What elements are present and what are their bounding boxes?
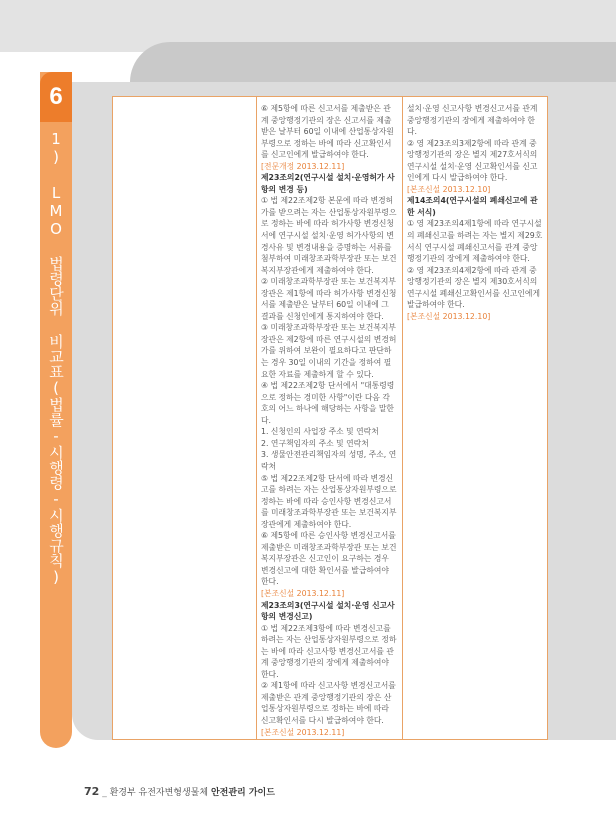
amendment-note: [본조신설 2013.12.10] bbox=[407, 184, 491, 194]
decree-column bbox=[261, 103, 397, 738]
paragraph: ⑥ 제5항에 따른 신고서를 제출받은 관계 중앙행정기관의 장은 신고서를 제출받은 날부터 60일 이내에 산업통상자원부령으로 정하는 바에 따라 신고확인서를 신고인에게 발급하여야 한다. bbox=[261, 104, 394, 160]
rule-column bbox=[407, 103, 543, 322]
paragraph: 1. 신청인의 사업장 주소 및 연락처 bbox=[261, 427, 379, 437]
page-header-curve bbox=[130, 42, 616, 82]
amendment-note: [본조신설 2013.12.10] bbox=[407, 311, 491, 321]
table-left-border bbox=[112, 96, 113, 739]
paragraph: 2. 연구책임자의 주소 및 연락처 bbox=[261, 438, 369, 448]
footer-guide-title: 안전관리 가이드 bbox=[210, 788, 275, 798]
footer-publisher: 환경부 유전자변형생물체 bbox=[109, 788, 209, 798]
paragraph: ⑤ 법 제22조제2항 단서에 따라 변경신고를 하려는 자는 산업통상자원부령으로 정하는 바에 따라 승인사항 변경신고서를 미래창조과학부장관 또는 보건복지부장관에게 제출하여야 한다. bbox=[261, 473, 397, 529]
page-footer bbox=[84, 785, 275, 798]
amendment-note: [본조신설 2013.12.11] bbox=[261, 588, 345, 598]
amendment-note: [본조신설 2013.12.11] bbox=[261, 727, 345, 737]
chapter-number: 6 bbox=[49, 83, 63, 110]
column-divider-2 bbox=[402, 96, 403, 739]
paragraph: ② 제1항에 따라 신고사항 변경신고서를 제출받은 관계 중앙행정기관의 장은 산업통상자원부령으로 정하는 바에 따라 신고확인서를 다시 발급하여야 한다. bbox=[261, 681, 396, 725]
paragraph: ④ 법 제22조제2항 단서에서 "대통령령으로 정하는 경미한 사항"이란 다음 각 호의 어느 하나에 해당하는 사항을 말한다. bbox=[261, 381, 395, 425]
paragraph: ③ 미래창조과학부장관 또는 보건복지부장관은 제2항에 따른 연구시설의 변경허가를 위하여 보완이 필요하다고 판단하는 경우 30일 이내의 기간을 정하여 필요한 자료를 제출하게 할 수 있다. bbox=[261, 323, 397, 379]
paragraph: ① 영 제23조의4제1항에 따라 연구시설의 폐쇄신고를 하려는 자는 별지 제29호서식 연구시설 폐쇄신고서를 관계 중앙행정기관의 장에게 제출하여야 한다. bbox=[407, 219, 543, 264]
paragraph: ② 영 제23조의3제2항에 따라 관계 중앙행정기관의 장은 별지 제27호서식의 연구시설 설치·운영 신고확인서를 신고인에게 다시 발급하여야 한다. bbox=[407, 138, 538, 183]
table-top-border bbox=[112, 96, 548, 97]
paragraph: ① 법 제22조제2항 본문에 따라 변경허가를 받으려는 자는 산업통상자원부령으로 정하는 바에 따라 허가사항 변경신청서에 연구시설 설치·운영 허가사항의 변경사유 및 변경내용을 증명하는 서류를 첨부하여 미래창조과학부장관 또는 보건복지부장관에게 제출하여야 한다. bbox=[261, 196, 397, 275]
table-right-border bbox=[547, 96, 548, 739]
paragraph: ② 영 제23조의4제2항에 따라 관계 중앙행정기관의 장은 별지 제30호서식의 연구시설 폐쇄신고확인서를 신고인에게 발급하여야 한다. bbox=[407, 265, 540, 310]
chapter-badge bbox=[40, 72, 72, 122]
chapter-title: 1) LMO 법령단위 비교표(법률-시행령-시행규칙) bbox=[47, 130, 65, 586]
amendment-note: [전문개정 2013.12.11] bbox=[261, 161, 345, 171]
paragraph: 설치·운영 신고사항 변경신고서를 관계 중앙행정기관의 장에게 제출하여야 한다. bbox=[407, 104, 538, 137]
footer-separator: _ bbox=[102, 788, 107, 798]
column-divider-1 bbox=[256, 96, 257, 739]
page-number: 72 bbox=[84, 785, 100, 798]
article-heading: 제23조의2(연구시설 설치·운영허가 사항의 변경 등) bbox=[261, 173, 395, 194]
paragraph: ⑥ 제5항에 따른 승인사항 변경신고서를 제출받은 미래창조과학부장관 또는 보건복지부장관은 신고인이 요구하는 경우 변경신고에 대한 확인서를 발급하여야 한다. bbox=[261, 531, 397, 587]
paragraph: 3. 생물안전관리책임자의 성명, 주소, 연락처 bbox=[261, 450, 397, 471]
article-heading: 제23조의3(연구시설 설치·운영 신고사항의 변경신고) bbox=[261, 600, 395, 622]
paragraph: ② 미래창조과학부장관 또는 보건복지부장관은 제1항에 따라 허가사항 변경신청서를 제출받은 날부터 60일 이내에 그 결과를 신청인에게 통지하여야 한다. bbox=[261, 277, 397, 321]
paragraph: ① 법 제22조제3항에 따라 변경신고를 하려는 자는 산업통상자원부령으로 정하는 바에 따라 신고사항 변경신고서를 관계 중앙행정기관의 장에게 제출하여야 한다. bbox=[261, 623, 397, 679]
article-heading: 제14조의4(연구시설의 폐쇄신고에 관한 서식) bbox=[407, 196, 538, 217]
table-bottom-border bbox=[112, 739, 548, 740]
